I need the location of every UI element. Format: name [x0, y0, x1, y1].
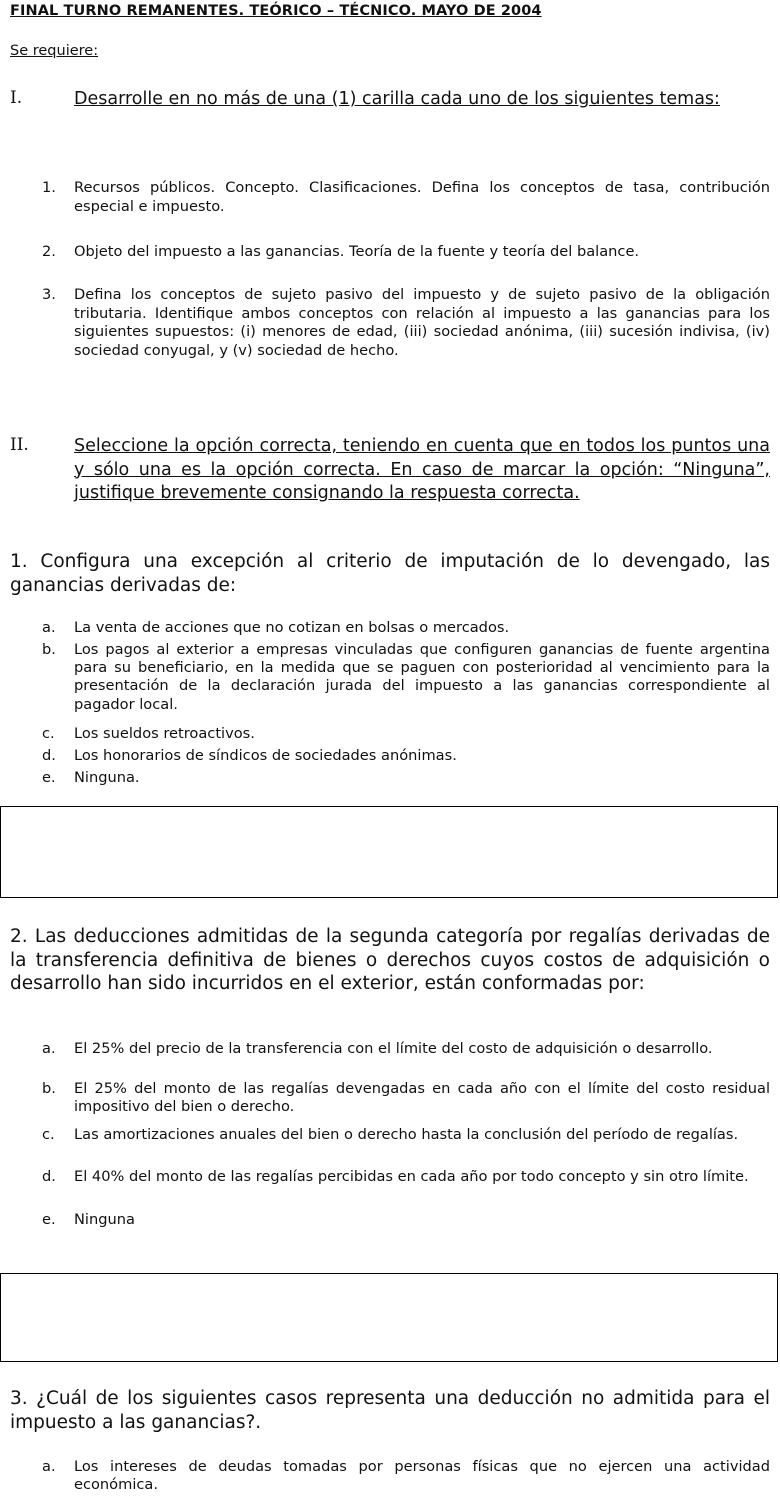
question-3-text: 3. ¿Cuál de los siguientes casos representa una deducción no admitida para el impuesto a las ganancias?.: [10, 1388, 770, 1433]
option-letter: e.: [42, 769, 56, 786]
question-2-option: [42, 1126, 770, 1144]
option-letter: b.: [42, 1080, 56, 1097]
question-1-text: 1. Configura una excepción al criterio de imputación de lo devengado, las ganancias derivadas de:: [10, 551, 770, 596]
question-1-option: [42, 619, 770, 637]
option-text: Los sueldos retroactivos.: [74, 725, 255, 742]
option-letter: a.: [42, 619, 56, 636]
item-text: Objeto del impuesto a las ganancias. Teoría de la fuente y teoría del balance.: [74, 243, 640, 260]
question-1-option: [42, 641, 770, 714]
option-letter: d.: [42, 1168, 56, 1185]
option-text: Los intereses de deudas tomadas por personas físicas que no ejercen una actividad económica.: [74, 1458, 770, 1494]
item-number: 3.: [42, 286, 56, 303]
answer-box-1[interactable]: [0, 806, 778, 898]
question-2-text: 2. Las deducciones admitidas de la segunda categoría por regalías derivadas de la transferencia definitiva de bienes o derechos cuyos costos de adquisición o desarrollo han sido incurridos en el exterior, están conformadas por:: [10, 926, 770, 994]
question-2-option: [42, 1211, 770, 1229]
section-1-item: [42, 286, 770, 360]
option-text: Los honorarios de síndicos de sociedades anónimas.: [74, 747, 457, 764]
question-1-option: [42, 769, 770, 787]
item-number: 1.: [42, 179, 56, 196]
question-2-option: [42, 1080, 770, 1116]
option-letter: a.: [42, 1040, 56, 1057]
question-2-option: [42, 1168, 770, 1186]
item-text: Recursos públicos. Concepto. Clasificaciones. Defina los conceptos de tasa, contribución especial e impuesto.: [74, 179, 770, 215]
option-letter: c.: [42, 1126, 55, 1143]
option-letter: a.: [42, 1458, 56, 1475]
requirement-label: Se requiere:: [10, 43, 99, 59]
question-1-option: [42, 725, 770, 743]
section-1-item: [42, 179, 770, 216]
section-2-title: Seleccione la opción correcta, teniendo en cuenta que en todos los puntos una y sólo una es la opción correcta. En caso de marcar la opción: “Ninguna”, justifique brevemente consignando la respuesta correcta.: [74, 436, 770, 503]
option-text: La venta de acciones que no cotizan en bolsas o mercados.: [74, 619, 510, 636]
option-text: Los pagos al exterior a empresas vinculadas que configuren ganancias de fuente argentina para su beneficiario, en la medida que se paguen con posterioridad al vencimiento para la presentación de la declaración jurada del impuesto a las ganancias correspondiente al pagador local.: [74, 641, 770, 713]
exam-title: FINAL TURNO REMANENTES. TEÓRICO – TÉCNICO. MAYO DE 2004: [10, 3, 542, 19]
item-text: Defina los conceptos de sujeto pasivo del impuesto y de sujeto pasivo de la obligación tributaria. Identifique ambos conceptos con relación al impuesto a las ganancias para los siguientes supuestos: (i) menores de edad, (iii) sociedad anónima, (iii) sucesión indivisa, (iv) sociedad conyugal, y (v) sociedad de hecho.: [74, 286, 770, 359]
option-letter: e.: [42, 1211, 56, 1228]
option-text: Las amortizaciones anuales del bien o derecho hasta la conclusión del período de regalías.: [74, 1126, 739, 1143]
option-text: Ninguna.: [74, 769, 140, 786]
section-1-title: Desarrolle en no más de una (1) carilla cada uno de los siguientes temas:: [74, 89, 720, 109]
option-letter: d.: [42, 747, 56, 764]
option-text: Ninguna: [74, 1211, 135, 1228]
option-text: El 25% del precio de la transferencia con el límite del costo de adquisición o desarrollo.: [74, 1040, 713, 1057]
section-1-numeral: I.: [10, 88, 23, 108]
section-2-numeral: II.: [10, 435, 29, 455]
section-1-item: [42, 243, 770, 262]
option-text: El 25% del monto de las regalías devengadas en cada año con el límite del costo residual impositivo del bien o derecho.: [74, 1080, 770, 1116]
question-3-option: [42, 1458, 770, 1494]
question-1-option: [42, 747, 770, 765]
option-text: El 40% del monto de las regalías percibidas en cada año por todo concepto y sin otro límite.: [74, 1168, 749, 1185]
option-letter: b.: [42, 641, 56, 658]
option-letter: c.: [42, 725, 55, 742]
answer-box-2[interactable]: [0, 1273, 778, 1362]
item-number: 2.: [42, 243, 56, 260]
question-2-option: [42, 1040, 770, 1058]
